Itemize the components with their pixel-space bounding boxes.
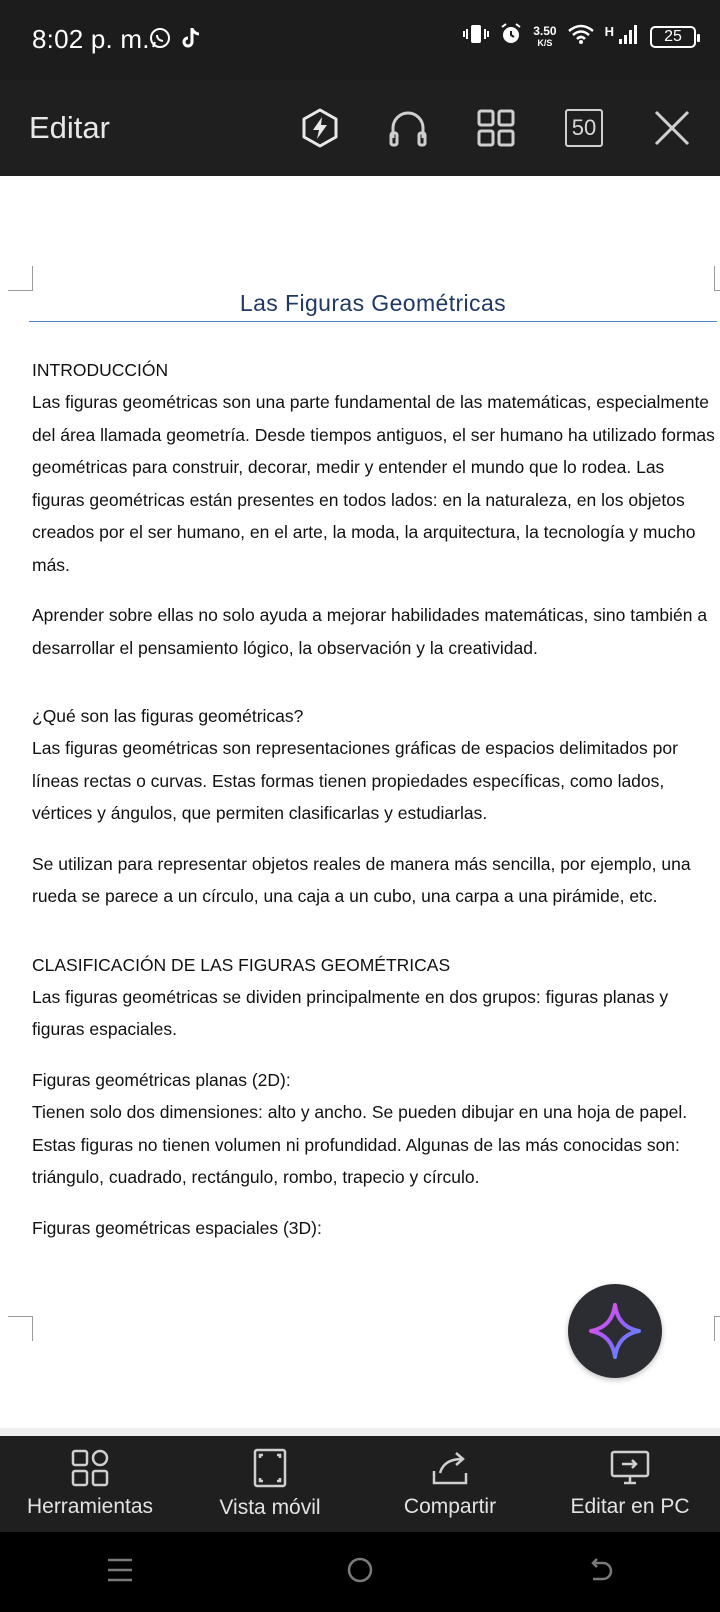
grid-icon xyxy=(476,108,516,148)
network-speed-value: 3.50 xyxy=(533,24,557,38)
paragraph: Las figuras geométricas son representaciones gráficas de espacios delimitados por líneas rectas o curvas. Estas formas tienen propiedades específicas, como lados, vértices y ángulos, que permiten clasificarlas y estudiarlas. xyxy=(32,738,678,823)
mobile-view-icon xyxy=(253,1448,287,1488)
page-counter: 50 xyxy=(565,109,603,147)
status-time: 8:02 p. m. xyxy=(32,24,150,54)
tiktok-icon xyxy=(180,26,202,55)
subheading: Figuras geométricas espaciales (3D): xyxy=(32,1217,322,1238)
subheading: Figuras geométricas planas (2D): xyxy=(32,1069,291,1090)
battery-level: 25 xyxy=(664,27,682,45)
vibrate-icon xyxy=(463,22,489,51)
system-nav-bar xyxy=(0,1532,720,1612)
tools-grid-icon xyxy=(71,1449,109,1487)
back-icon xyxy=(585,1555,615,1585)
whatsapp-icon xyxy=(148,26,172,55)
page-margin-corner xyxy=(714,266,720,291)
listen-button[interactable] xyxy=(386,106,430,150)
paragraph: Aprender sobre ellas no solo ayuda a mejorar habilidades matemáticas, sino también a desarrollar el pensamiento lógico, la observación y la creatividad. xyxy=(32,605,708,658)
sparkle-icon xyxy=(589,1303,641,1359)
page-margin-corner xyxy=(8,1316,33,1341)
bottom-toolbar xyxy=(0,1436,720,1532)
document-title: Las Figuras Geométricas xyxy=(29,290,717,322)
share-button[interactable] xyxy=(360,1436,540,1532)
document-page[interactable] xyxy=(0,176,720,1436)
lightning-hex-icon xyxy=(300,108,340,148)
tool-label: Compartir xyxy=(403,1495,497,1518)
tool-label: Editar en PC xyxy=(570,1495,690,1518)
page-margin-corner xyxy=(8,266,33,291)
mobile-view-button[interactable] xyxy=(180,1436,360,1532)
back-button[interactable] xyxy=(585,1555,615,1590)
battery-icon xyxy=(650,26,696,48)
paragraph: Las figuras geométricas se dividen principalmente en dos grupos: figuras planas y figuras espaciales. xyxy=(32,986,669,1039)
tool-label: Herramientas xyxy=(26,1495,154,1518)
toolbar-divider xyxy=(0,1428,720,1436)
edit-on-pc-icon xyxy=(609,1449,651,1487)
paragraph: Se utilizan para representar objetos reales de manera más sencilla, por ejemplo, una rueda se parece a un círculo, una caja a un cubo, una carpa a una pirámide, etc. xyxy=(32,853,691,906)
network-speed xyxy=(533,25,556,48)
section-heading: CLASIFICACIÓN DE LAS FIGURAS GEOMÉTRICAS xyxy=(32,954,451,975)
home-button[interactable] xyxy=(345,1555,375,1590)
close-button[interactable] xyxy=(650,106,694,150)
tools-button[interactable] xyxy=(0,1436,180,1532)
network-speed-unit: K/S xyxy=(537,38,553,48)
page-counter-button[interactable] xyxy=(562,106,606,150)
page-margin-corner xyxy=(714,1316,720,1341)
tool-label: Vista móvil xyxy=(219,1496,321,1519)
ai-assistant-button[interactable] xyxy=(568,1284,662,1378)
section-heading: INTRODUCCIÓN xyxy=(32,360,169,380)
app-title[interactable]: Editar xyxy=(29,110,110,145)
section-heading: ¿Qué son las figuras geométricas? xyxy=(32,706,304,726)
alarm-icon xyxy=(499,22,523,51)
paragraph: Las figuras geométricas son una parte fundamental de las matemáticas, especialmente del área llamada geometría. Desde tiempos antiguos, el ser humano ha utilizado formas geométricas para construir, decorar, medir y entender el mundo que lo rodea. Las figuras geométricas están presentes en todos lados: en la naturaleza, en los objetos creados por el ser humano, en el arte, la moda, la arquitectura, la tecnología y mucho más. xyxy=(32,392,715,575)
headphones-icon xyxy=(388,108,428,148)
paragraph: Tienen solo dos dimensiones: alto y ancho. Se pueden dibujar en una hoja de papel. Estas figuras no tienen volumen ni profundidad. Algunas de las más conocidas son: triángulo, cuadrado, rectángulo, rombo, trapecio y círculo. xyxy=(32,1102,688,1187)
share-icon xyxy=(430,1449,470,1487)
menu-icon xyxy=(105,1555,135,1585)
wifi-icon xyxy=(567,23,595,50)
close-icon xyxy=(652,108,692,148)
home-icon xyxy=(345,1555,375,1585)
edit-on-pc-button[interactable] xyxy=(540,1436,720,1532)
recent-apps-button[interactable] xyxy=(105,1555,135,1590)
layout-grid-button[interactable] xyxy=(474,106,518,150)
status-bar xyxy=(0,0,720,80)
app-bar xyxy=(0,80,720,176)
signal-icon xyxy=(618,23,640,50)
network-type: H xyxy=(604,24,614,39)
lightning-hex-button[interactable] xyxy=(298,106,342,150)
document-body xyxy=(32,354,716,1244)
